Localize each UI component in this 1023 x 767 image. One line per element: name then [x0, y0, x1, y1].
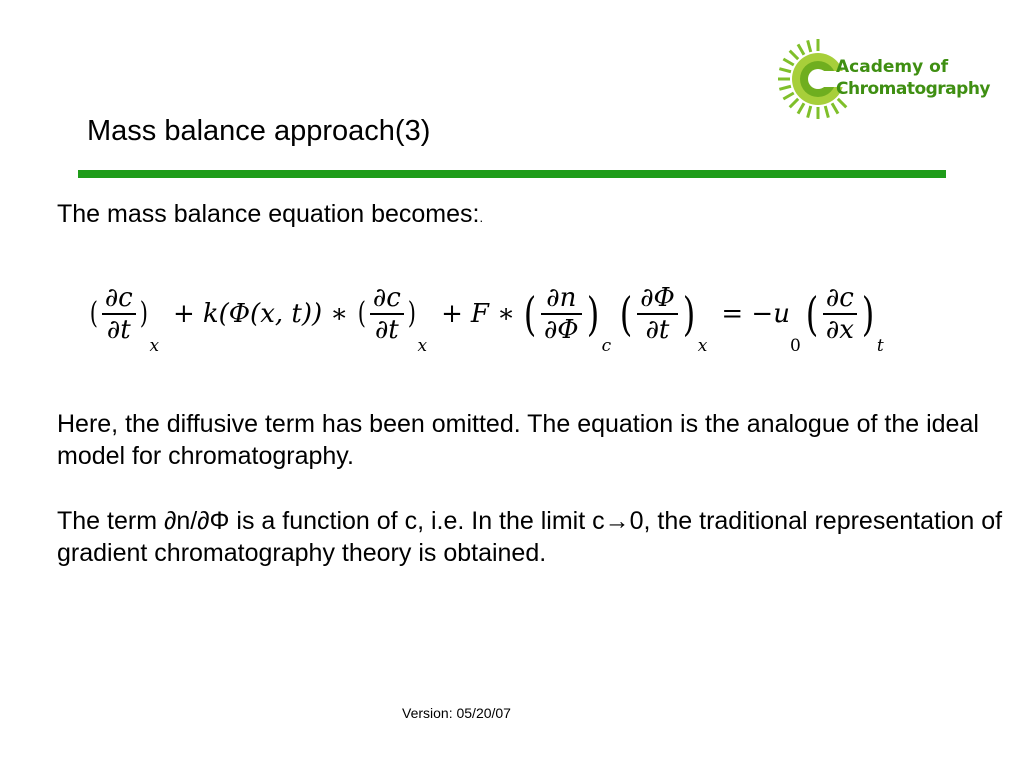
u-subscript: 0 [789, 336, 801, 356]
paren-open: ( [805, 287, 819, 341]
intro-text [57, 198, 483, 234]
paren-close: ) [682, 287, 696, 341]
paren-close: ) [861, 287, 875, 341]
numerator: ∂c [104, 283, 133, 313]
denominator: ∂Φ [543, 315, 579, 345]
paragraph-limit: The term ∂n/∂Φ is a function of c, i.e. In the limit c→0, the traditional representation of gradient chromatography theory is obtained. [57, 507, 1003, 567]
slide-title: Mass balance approach(3) [87, 115, 431, 147]
plus-operator: + [441, 299, 463, 329]
plus-operator: + [173, 299, 195, 329]
logo-wordmark [836, 56, 990, 100]
numerator: ∂c [825, 283, 854, 313]
f-term: F ∗ [470, 299, 515, 329]
paren-open: ( [89, 296, 98, 331]
subscript: c [601, 336, 612, 356]
denominator: ∂x [825, 315, 854, 345]
fraction-dphi-dt [637, 283, 678, 345]
intro-trailing-dot: . [479, 210, 484, 225]
paren-open: ( [523, 287, 537, 341]
subscript: x [417, 336, 428, 356]
fraction-dc-dx [823, 283, 857, 345]
subscript: t [876, 336, 884, 356]
paren-close: ) [139, 296, 148, 331]
numerator: ∂n [546, 283, 577, 313]
paren-close: ) [586, 287, 599, 341]
equals-minus-u: = −u [721, 299, 790, 329]
subscript: x [697, 336, 708, 356]
subscript: x [149, 336, 160, 356]
fraction-dn-dphi [541, 283, 582, 345]
paren-close: ) [407, 296, 416, 331]
paren-open: ( [357, 296, 367, 331]
paren-open: ( [619, 287, 633, 341]
k-term: k(Φ(x, t)) ∗ [202, 299, 349, 329]
denominator: ∂t [374, 315, 399, 345]
version-footer: Version: 05/20/07 [402, 705, 511, 721]
paragraph-diffusive-term: Here, the diffusive term has been omitted. The equation is the analogue of the ideal model for chromatography. [57, 410, 979, 470]
mass-balance-equation [88, 268, 918, 360]
denominator: ∂t [645, 315, 670, 345]
fraction-dc-dt [102, 283, 136, 345]
numerator: ∂Φ [640, 283, 675, 313]
fraction-dc-dt-2 [370, 283, 404, 345]
logo-line2: Chromatography [836, 79, 991, 99]
title-divider [78, 170, 946, 178]
intro-label: The mass balance equation becomes: [57, 200, 480, 228]
logo-line1: Academy of [836, 57, 949, 77]
numerator: ∂c [372, 283, 401, 313]
academy-logo [778, 34, 998, 124]
denominator: ∂t [106, 315, 131, 345]
